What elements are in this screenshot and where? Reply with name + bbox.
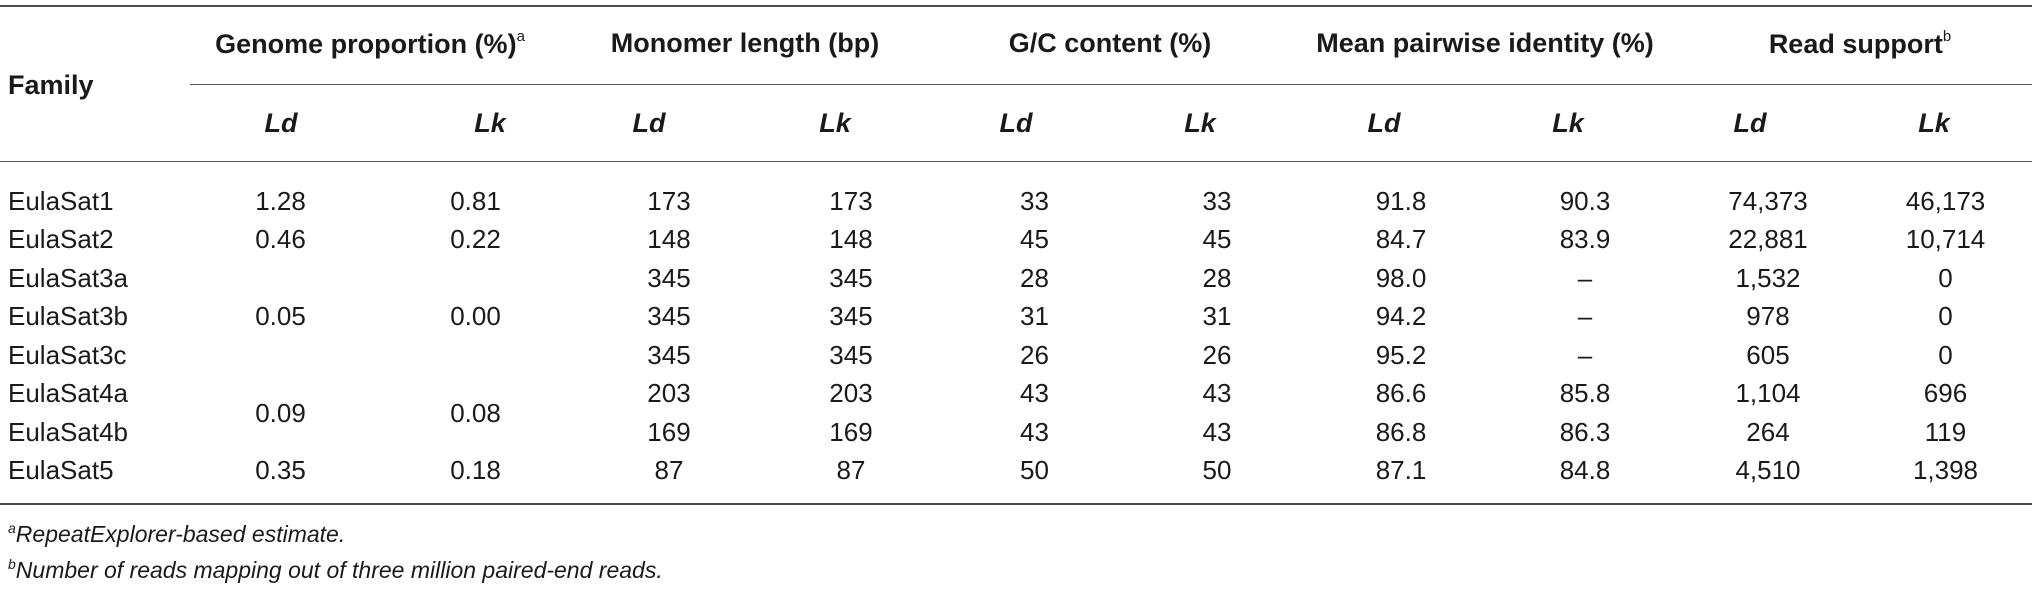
ml-ld-cell: 148 bbox=[647, 224, 691, 255]
gp-ld-cell: 1.28 bbox=[255, 185, 306, 216]
gc-ld-cell: 28 bbox=[1020, 262, 1049, 293]
gc-lk-cell: 26 bbox=[1202, 339, 1232, 370]
mpi-lk-cell: – bbox=[1577, 262, 1593, 293]
gc-lk-cell: 33 bbox=[1202, 185, 1232, 216]
ml-ld-cell: 345 bbox=[647, 339, 691, 370]
rs-ld-cell: 22,881 bbox=[1728, 224, 1808, 255]
gp-ld-cell: 0.35 bbox=[255, 455, 306, 486]
gc-lk-cell: 43 bbox=[1202, 378, 1232, 409]
genome-proportion-header: Genome proportion (%)$^a$ bbox=[215, 28, 525, 59]
ml-ld-cell: 203 bbox=[647, 378, 691, 409]
footnote-b: $^b$Number of reads mapping out of three million paired-end reads. bbox=[8, 556, 663, 583]
rs-lk-cell: 0 bbox=[1938, 339, 1953, 370]
gc-ld-cell: 43 bbox=[1020, 416, 1049, 447]
family-cell: EulaSat1 bbox=[8, 185, 114, 216]
mpi-lk-cell: – bbox=[1577, 339, 1593, 370]
family-cell: EulaSat3a bbox=[8, 262, 128, 293]
gp-lk-merged-cell: 0.00 bbox=[450, 301, 501, 332]
rs-lk-cell: 119 bbox=[1924, 416, 1967, 447]
gc-ld-cell: 26 bbox=[1020, 339, 1049, 370]
rs-ld-cell: 1,532 bbox=[1735, 262, 1801, 293]
mpi-lk-cell: 90.3 bbox=[1559, 185, 1611, 216]
sub-header-ml-ld: Ld bbox=[632, 108, 666, 138]
satellite-data-table bbox=[0, 182, 2032, 490]
mpi-ld-cell: 86.6 bbox=[1375, 378, 1427, 409]
gc-ld-cell: 31 bbox=[1020, 301, 1049, 332]
sub-header-rs-lk: Lk bbox=[1918, 108, 1950, 138]
table-row bbox=[0, 375, 2032, 414]
mpi-ld-cell: 91.8 bbox=[1375, 185, 1427, 216]
mpi-lk-cell: 84.8 bbox=[1559, 455, 1611, 486]
monomer-length-header: Monomer length (bp) bbox=[610, 28, 880, 58]
gc-ld-cell: 50 bbox=[1020, 455, 1049, 486]
gc-content-header: G/C content (%) bbox=[1008, 28, 1212, 58]
family-cell: EulaSat2 bbox=[8, 224, 114, 255]
family-cell: EulaSat4a bbox=[8, 378, 128, 409]
rs-lk-cell: 0 bbox=[1938, 262, 1953, 293]
ml-lk-cell: 169 bbox=[829, 416, 873, 447]
read-support-header: Read support$^b$ bbox=[1768, 28, 1952, 59]
ml-ld-cell: 173 bbox=[647, 185, 691, 216]
rs-lk-cell: 1,398 bbox=[1912, 455, 1979, 486]
ml-ld-cell: 169 bbox=[647, 416, 691, 447]
rs-ld-cell: 1,104 bbox=[1735, 378, 1801, 409]
rs-ld-cell: 978 bbox=[1746, 301, 1790, 332]
subheader-rule bbox=[190, 84, 2032, 85]
gp-ld-merged-cell: 0.09 bbox=[255, 397, 306, 428]
mpi-ld-cell: 84.7 bbox=[1375, 224, 1427, 255]
rs-lk-cell: 10,714 bbox=[1905, 224, 1986, 255]
rs-ld-cell: 74,373 bbox=[1728, 185, 1808, 216]
ml-lk-cell: 148 bbox=[829, 224, 873, 255]
family-cell: EulaSat4b bbox=[8, 416, 128, 447]
gc-lk-cell: 43 bbox=[1202, 416, 1232, 447]
table-bottom-rule bbox=[0, 503, 2032, 505]
rs-lk-cell: 46,173 bbox=[1905, 185, 1986, 216]
ml-ld-cell: 345 bbox=[647, 301, 691, 332]
family-column-header: Family bbox=[8, 70, 94, 100]
ml-lk-cell: 345 bbox=[829, 339, 873, 370]
rs-lk-cell: 696 bbox=[1923, 378, 1968, 409]
table-row bbox=[0, 182, 2032, 221]
gp-ld-cell: 0.46 bbox=[255, 224, 306, 255]
ml-lk-cell: 87 bbox=[836, 455, 866, 486]
sub-header-gp-lk: Lk bbox=[474, 108, 506, 138]
mpi-ld-cell: 98.0 bbox=[1375, 262, 1427, 293]
gc-ld-cell: 45 bbox=[1020, 224, 1049, 255]
table-row bbox=[0, 259, 2032, 298]
header-bottom-rule bbox=[0, 161, 2032, 162]
mpi-ld-cell: 94.2 bbox=[1375, 301, 1427, 332]
ml-lk-cell: 345 bbox=[829, 262, 873, 293]
mpi-ld-cell: 95.2 bbox=[1375, 339, 1427, 370]
ml-ld-cell: 87 bbox=[654, 455, 684, 486]
family-cell: EulaSat5 bbox=[8, 455, 114, 486]
rs-ld-cell: 4,510 bbox=[1735, 455, 1801, 486]
sub-header-mpi-ld: Ld bbox=[1367, 108, 1401, 138]
gp-lk-merged-cell: 0.08 bbox=[450, 397, 501, 428]
ml-lk-cell: 203 bbox=[829, 378, 873, 409]
mpi-lk-cell: 86.3 bbox=[1559, 416, 1611, 447]
mpi-ld-cell: 86.8 bbox=[1375, 416, 1427, 447]
gc-lk-cell: 50 bbox=[1202, 455, 1232, 486]
rs-ld-cell: 264 bbox=[1746, 416, 1790, 447]
mean-pairwise-identity-header: Mean pairwise identity (%) bbox=[1316, 28, 1654, 58]
table-row bbox=[0, 221, 2032, 260]
mpi-lk-cell: 85.8 bbox=[1559, 378, 1611, 409]
family-cell: EulaSat3b bbox=[8, 301, 128, 332]
gp-lk-cell: 0.81 bbox=[450, 185, 501, 216]
gp-lk-cell: 0.18 bbox=[450, 455, 501, 486]
ml-lk-cell: 173 bbox=[829, 185, 873, 216]
footnote-a: $^a$RepeatExplorer-based estimate. bbox=[8, 520, 346, 547]
sub-header-rs-ld: Ld bbox=[1733, 108, 1767, 138]
sub-header-gc-ld: Ld bbox=[999, 108, 1033, 138]
mpi-lk-cell: – bbox=[1577, 301, 1593, 332]
table-top-rule bbox=[0, 5, 2032, 7]
gp-lk-cell: 0.22 bbox=[450, 224, 501, 255]
gc-ld-cell: 33 bbox=[1020, 185, 1049, 216]
mpi-lk-cell: 83.9 bbox=[1559, 224, 1611, 255]
gp-ld-merged-cell: 0.05 bbox=[255, 301, 306, 332]
gc-lk-cell: 45 bbox=[1202, 224, 1232, 255]
gc-ld-cell: 43 bbox=[1020, 378, 1049, 409]
family-cell: EulaSat3c bbox=[8, 339, 127, 370]
rs-ld-cell: 605 bbox=[1746, 339, 1790, 370]
mpi-ld-cell: 87.1 bbox=[1375, 455, 1427, 486]
sub-header-gc-lk: Lk bbox=[1184, 108, 1216, 138]
sub-header-gp-ld: Ld bbox=[264, 108, 298, 138]
sub-header-mpi-lk: Lk bbox=[1552, 108, 1584, 138]
table-row bbox=[0, 452, 2032, 491]
gc-lk-cell: 31 bbox=[1202, 301, 1232, 332]
ml-lk-cell: 345 bbox=[829, 301, 873, 332]
rs-lk-cell: 0 bbox=[1938, 301, 1953, 332]
gc-lk-cell: 28 bbox=[1202, 262, 1232, 293]
sub-header-ml-lk: Lk bbox=[819, 108, 851, 138]
ml-ld-cell: 345 bbox=[647, 262, 691, 293]
